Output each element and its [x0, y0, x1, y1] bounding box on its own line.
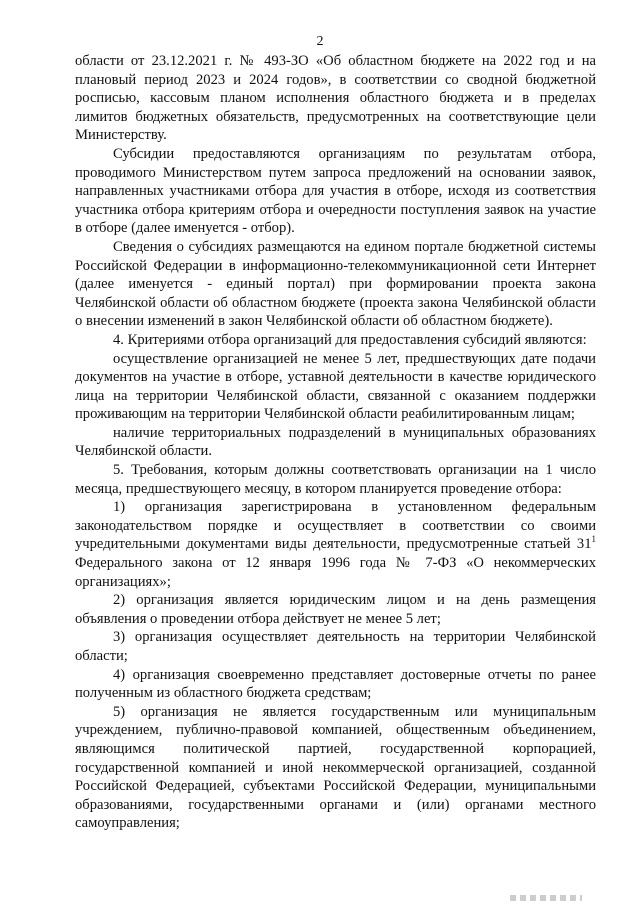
paragraph-requirement-4: 4) организация своевременно представляет достоверные отчеты по ранее полученным из областного бюджета средствам; [75, 666, 596, 702]
paragraph-unified-portal: Сведения о субсидиях размещаются на едином портале бюджетной системы Российской Федерации в информационно-телекоммуникационной сети Интернет (далее именуется - единый портал) при формировании проекта закона Челябинской области об областном бюджете (проекта закона Челябинской области о внесении изменений в закон Челябинской области об областном бюджете). [75, 238, 596, 330]
paragraph-requirement-3: 3) организация осуществляет деятельность на территории Челябинской области; [75, 629, 596, 664]
document-body [75, 52, 596, 833]
paragraph-requirement-1 [75, 498, 596, 591]
paragraph-criteria-heading: 4. Критериями отбора организаций для предоставления субсидий являются: [113, 331, 587, 348]
paragraph-requirements-heading: 5. Требования, которым должны соответствовать организации на 1 число месяца, предшествующего месяцу, в котором планируется проведение отбора: [75, 462, 596, 497]
article-superscript: 1 [591, 534, 596, 545]
paragraph-budget-law: области от 23.12.2021 г. № 493-ЗО «Об областном бюджете на 2022 год и на плановый период 2023 и 2024 годов», в соответствии со сводной бюджетной росписью, кассовым планом исполнения областного бюджета и в пределах лимитов бюджетных обязательств, предусмотренных на соответствующие цели Министерству. [75, 53, 596, 144]
paragraph-criterion-branches: наличие территориальных подразделений в муниципальных образованиях Челябинской области. [75, 424, 596, 460]
paragraph-criterion-activity: осуществление организацией не менее 5 лет, предшествующих дате подачи документов на участие в отборе, уставной деятельности в качестве юридического лица на территории Челябинской области, связанной с оказанием поддержки проживающим на территории Челябинской области реабилитированным лицам; [75, 350, 596, 423]
paragraph-requirement-2: 2) организация является юридическим лицом и на день размещения объявления о проведении отбора действует не менее 5 лет; [75, 592, 596, 627]
requirement-1-tail: Федерального закона от 12 января 1996 года № 7-ФЗ «О некоммерческих организациях»; [75, 555, 596, 590]
requirement-1-text: 1) организация зарегистрирована в установленном федеральным законодательством порядке и осуществляет в соответствии со своими учредительными документами виды деятельности, предусмотренные статьей 31 [75, 499, 596, 553]
paragraph-subsidy-selection: Субсидии предоставляются организациям по результатам отбора, проводимого Министерством путем запроса предложений на основании заявок, направленных участниками отбора для участия в отборе, исходя из соответствия участника отбора критериям отбора и очередности поступления заявок на участие в отборе (далее именуется - отбор). [75, 145, 596, 237]
paragraph-requirement-5: 5) организация не является государственным или муниципальным учреждением, публично-правовой компанией, общественным объединением, являющимся политической партией, государственной корпорацией, государственной компанией и иной некоммерческой организацией, созданной Российской Федерацией, субъектами Российской Федерации, муниципальными образованиями, государственными органами и (или) органами местного самоуправления; [75, 703, 596, 832]
scan-footer-mark [510, 895, 582, 901]
page-number: 2 [316, 34, 324, 49]
